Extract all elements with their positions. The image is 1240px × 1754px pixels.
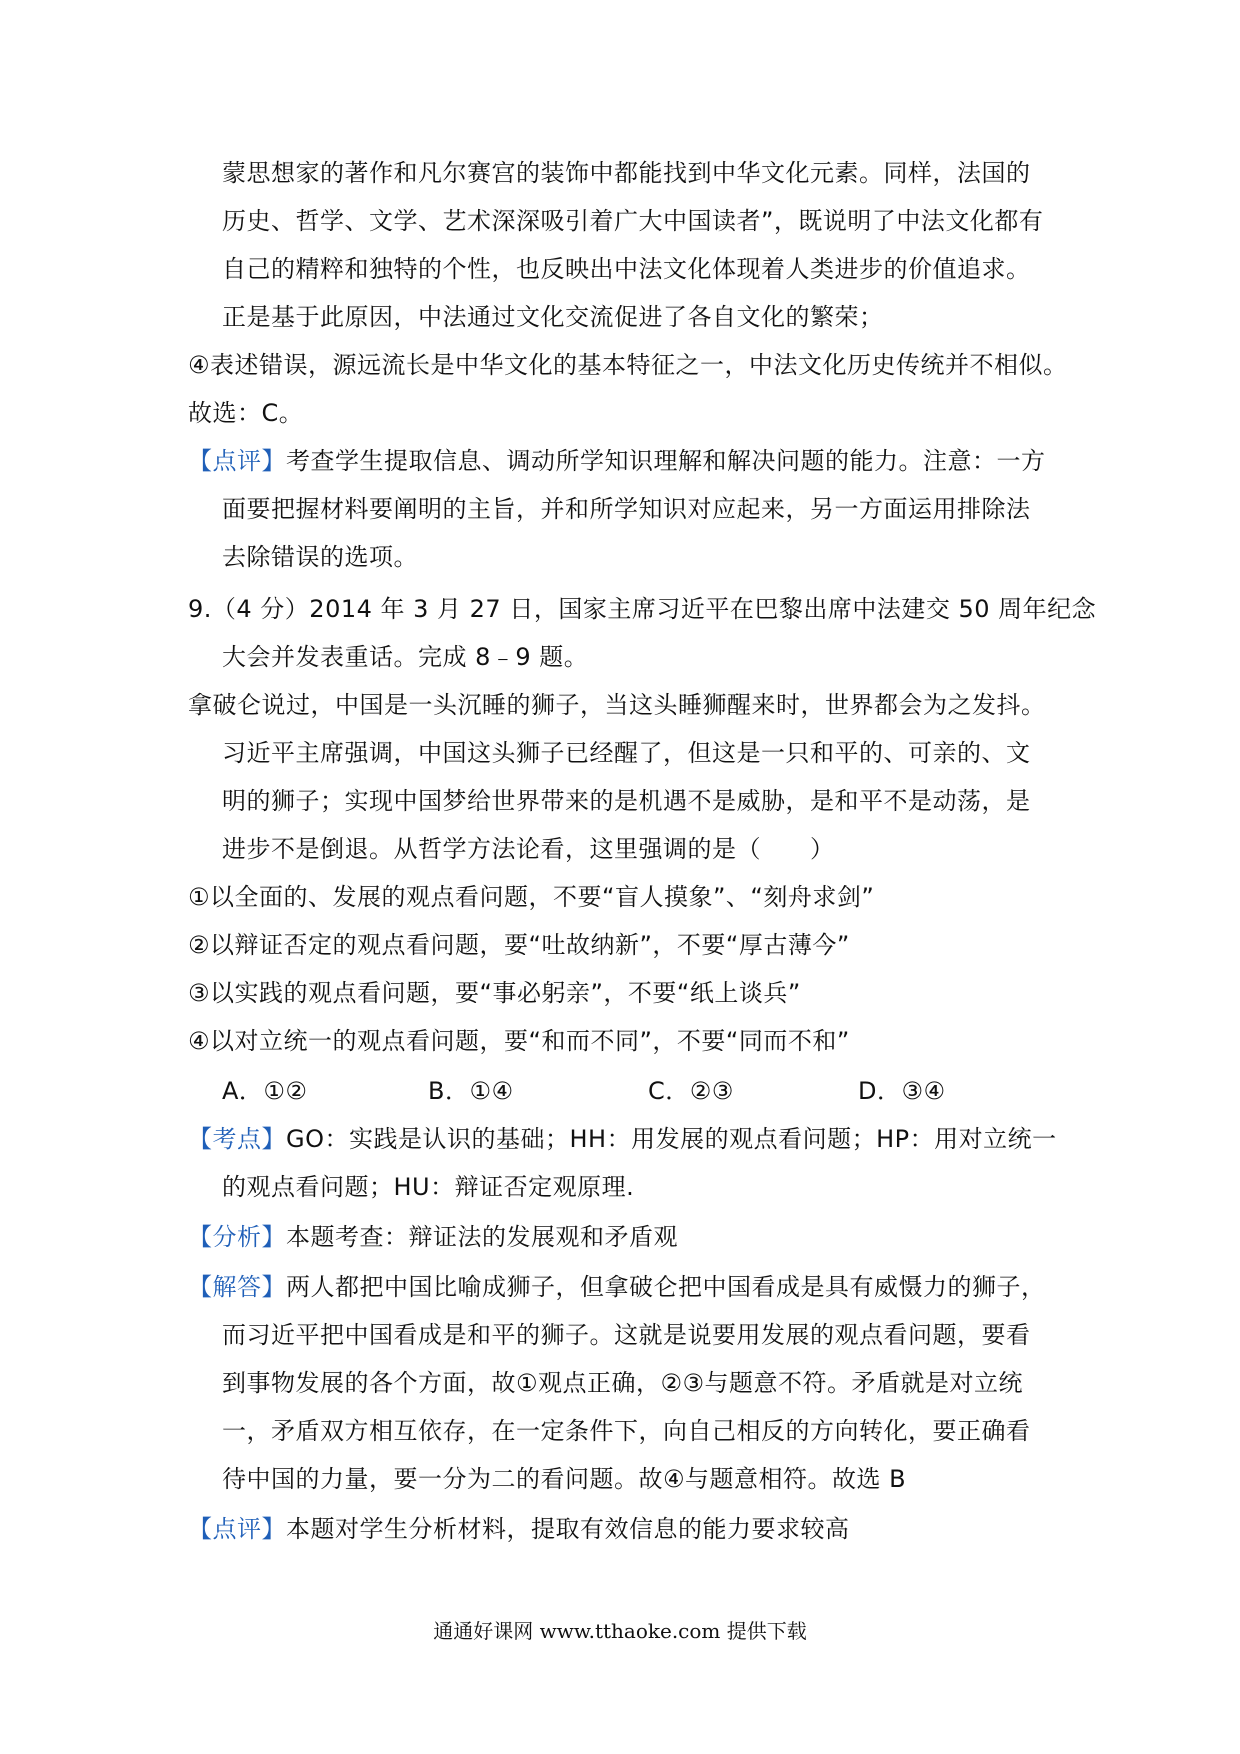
q9-jieda-line-1 — [188, 1272, 1046, 1302]
q9-kaodian-text-1: GO：实践是认识的基础；HH：用发展的观点看问题；HP：用对立统一 — [286, 1125, 1057, 1153]
q9-jieda-line-3: 到事物发展的各个方面，故①观点正确，②③与题意不符。矛盾就是对立统 — [222, 1369, 1024, 1397]
jieda-tag: 【解答】 — [188, 1273, 286, 1301]
q9-stem-line-2: 大会并发表重话。完成 8﹣9 题。 — [222, 643, 589, 671]
q8-review-text-1: 考查学生提取信息、调动所学知识理解和解决问题的能力。注意：一方 — [286, 447, 1046, 475]
q9-option-c: C．②③ — [648, 1077, 734, 1105]
q9-fenxi-line — [188, 1222, 678, 1252]
continuation-line-4: 正是基于此原因，中法通过文化交流促进了各自文化的繁荣； — [222, 303, 884, 331]
q9-material-line-1: 拿破仑说过，中国是一头沉睡的狮子，当这头睡狮醒来时，世界都会为之发抖。 — [188, 691, 1046, 719]
q8-review-line-3: 去除错误的选项。 — [222, 543, 418, 571]
q9-fenxi-text: 本题考查：辩证法的发展观和矛盾观 — [286, 1223, 678, 1251]
q9-jieda-line-2: 而习近平把中国看成是和平的狮子。这就是说要用发展的观点看问题，要看 — [222, 1321, 1031, 1349]
q9-option-b: B．①④ — [428, 1077, 514, 1105]
q9-option-d: D．③④ — [858, 1077, 946, 1105]
q9-statement-4: ④以对立统一的观点看问题，要“和而不同”，不要“同而不和” — [188, 1027, 850, 1055]
q9-statement-3: ③以实践的观点看问题，要“事必躬亲”，不要“纸上谈兵” — [188, 979, 801, 1007]
review-tag-q9: 【点评】 — [188, 1515, 286, 1543]
kaodian-tag: 【考点】 — [188, 1125, 286, 1153]
review-tag: 【点评】 — [188, 447, 286, 475]
continuation-line-1: 蒙思想家的著作和凡尔赛宫的装饰中都能找到中华文化元素。同样，法国的 — [222, 159, 1031, 187]
q9-material-line-3: 明的狮子；实现中国梦给世界带来的是机遇不是威胁，是和平不是动荡，是 — [222, 787, 1031, 815]
q9-material-line-2: 习近平主席强调，中国这头狮子已经醒了，但这是一只和平的、可亲的、文 — [222, 739, 1031, 767]
point-4-explanation: ④表述错误，源远流长是中华文化的基本特征之一，中法文化历史传统并不相似。 — [188, 351, 1068, 379]
q9-option-a: A．①② — [222, 1077, 308, 1105]
q9-jieda-line-5: 待中国的力量，要一分为二的看问题。故④与题意相符。故选 B — [222, 1465, 907, 1493]
q9-jieda-text-1: 两人都把中国比喻成狮子，但拿破仑把中国看成是具有威慑力的狮子， — [286, 1273, 1046, 1301]
fenxi-tag: 【分析】 — [188, 1223, 286, 1251]
q9-review-text: 本题对学生分析材料，提取有效信息的能力要求较高 — [286, 1515, 850, 1543]
q8-review-line-2: 面要把握材料要阐明的主旨，并和所学知识对应起来，另一方面运用排除法 — [222, 495, 1031, 523]
q9-statement-2: ②以辩证否定的观点看问题，要“吐故纳新”，不要“厚古薄今” — [188, 931, 850, 959]
continuation-line-2: 历史、哲学、文学、艺术深深吸引着广大中国读者”，既说明了中法文化都有 — [222, 207, 1044, 235]
page-footer: 通通好课网 www.tthaoke.com 提供下载 — [433, 1619, 807, 1643]
continuation-line-3: 自己的精粹和独特的个性，也反映出中法文化体现着人类进步的价值追求。 — [222, 255, 1031, 283]
q9-jieda-line-4: 一，矛盾双方相互依存，在一定条件下，向自己相反的方向转化，要正确看 — [222, 1417, 1031, 1445]
q9-stem-line-1: 9.（4 分）2014 年 3 月 27 日，国家主席习近平在巴黎出席中法建交 50 周年纪念 — [188, 595, 1097, 623]
q9-material-line-4: 进步不是倒退。从哲学方法论看，这里强调的是（ ） — [222, 835, 835, 863]
q9-kaodian-line-1 — [188, 1124, 1057, 1154]
q8-review-line-1 — [188, 446, 1046, 476]
q9-kaodian-line-2: 的观点看问题；HU：辩证否定观原理. — [222, 1173, 635, 1201]
q9-review-line — [188, 1514, 850, 1544]
q9-statement-1: ①以全面的、发展的观点看问题，不要“盲人摸象”、“刻舟求剑” — [188, 883, 875, 911]
q8-answer: 故选：C。 — [188, 399, 304, 427]
